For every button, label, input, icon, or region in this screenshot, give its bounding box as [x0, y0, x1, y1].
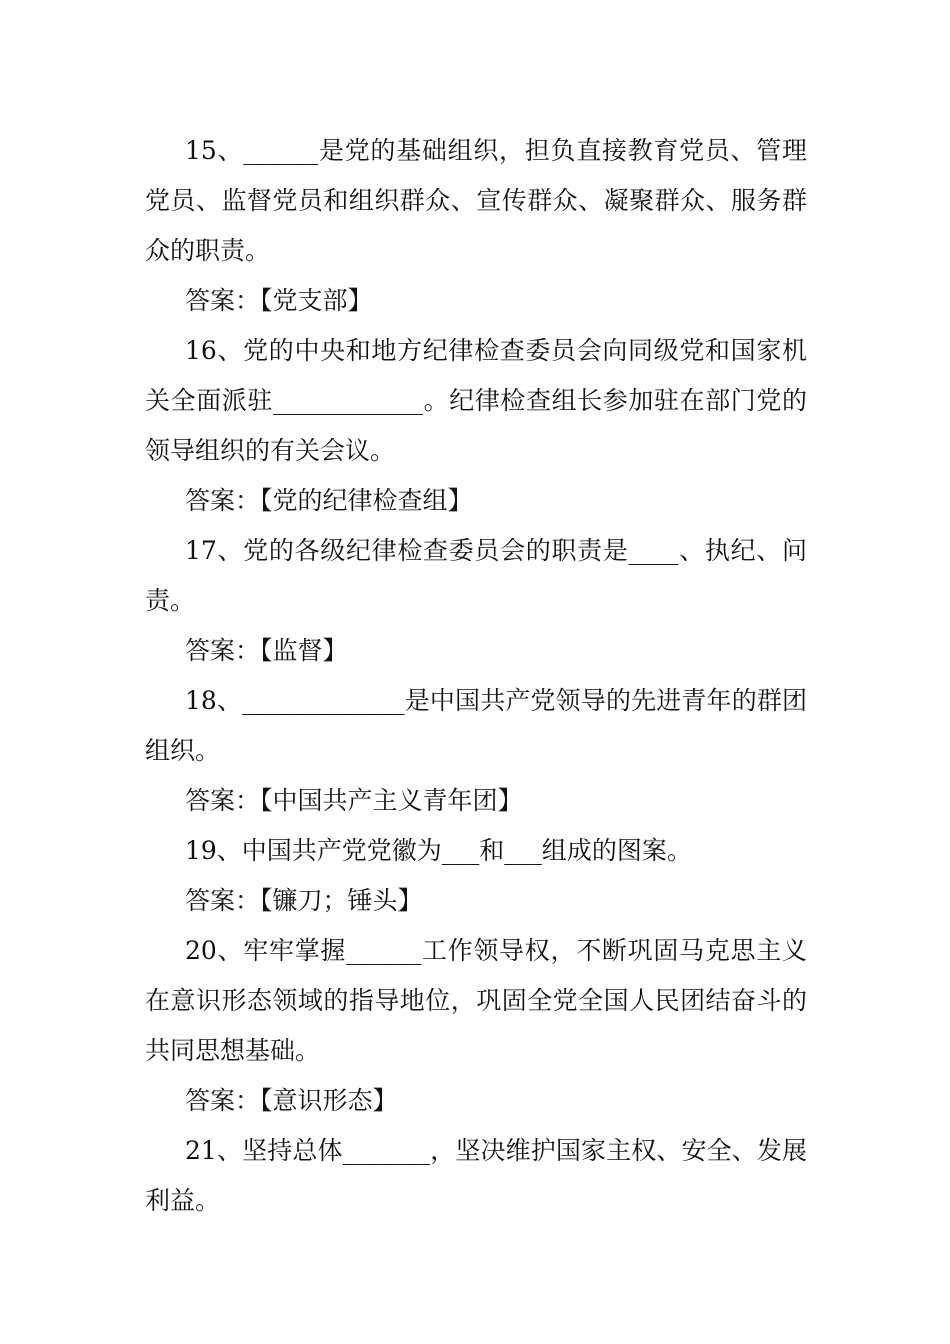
question-16: 16、党的中央和地方纪律检查委员会向同级党和国家机关全面派驻____________。纪律检查组长参加驻在部门党的领导组织的有关会议。 — [145, 336, 807, 465]
answer-19: 答案：【镰刀；锤头】 — [185, 886, 423, 915]
answer-20: 答案：【意识形态】 — [185, 1086, 398, 1115]
answer-16: 答案：【党的纪律检查组】 — [185, 486, 473, 515]
question-21: 21、坚持总体_______，坚决维护国家主权、安全、发展利益。 — [145, 1136, 807, 1215]
question-17: 17、党的各级纪律检查委员会的职责是____、执纪、问责。 — [145, 536, 807, 615]
answer-17: 答案：【监督】 — [185, 636, 348, 665]
question-20: 20、牢牢掌握______工作领导权，不断巩固马克思主义在意识形态领域的指导地位，巩固全党全国人民团结奋斗的共同思想基础。 — [145, 936, 807, 1065]
question-15: 15、______是党的基础组织，担负直接教育党员、管理党员、监督党员和组织群众、宣传群众、凝聚群众、服务群众的职责。 — [145, 136, 807, 265]
question-18: 18、_____________是中国共产党领导的先进青年的群团组织。 — [145, 686, 807, 765]
answer-18: 答案：【中国共产主义青年团】 — [185, 786, 523, 815]
question-19: 19、中国共产党党徽为___和___组成的图案。 — [185, 836, 692, 865]
question-list — [145, 126, 807, 1226]
answer-15: 答案：【党支部】 — [185, 286, 373, 315]
